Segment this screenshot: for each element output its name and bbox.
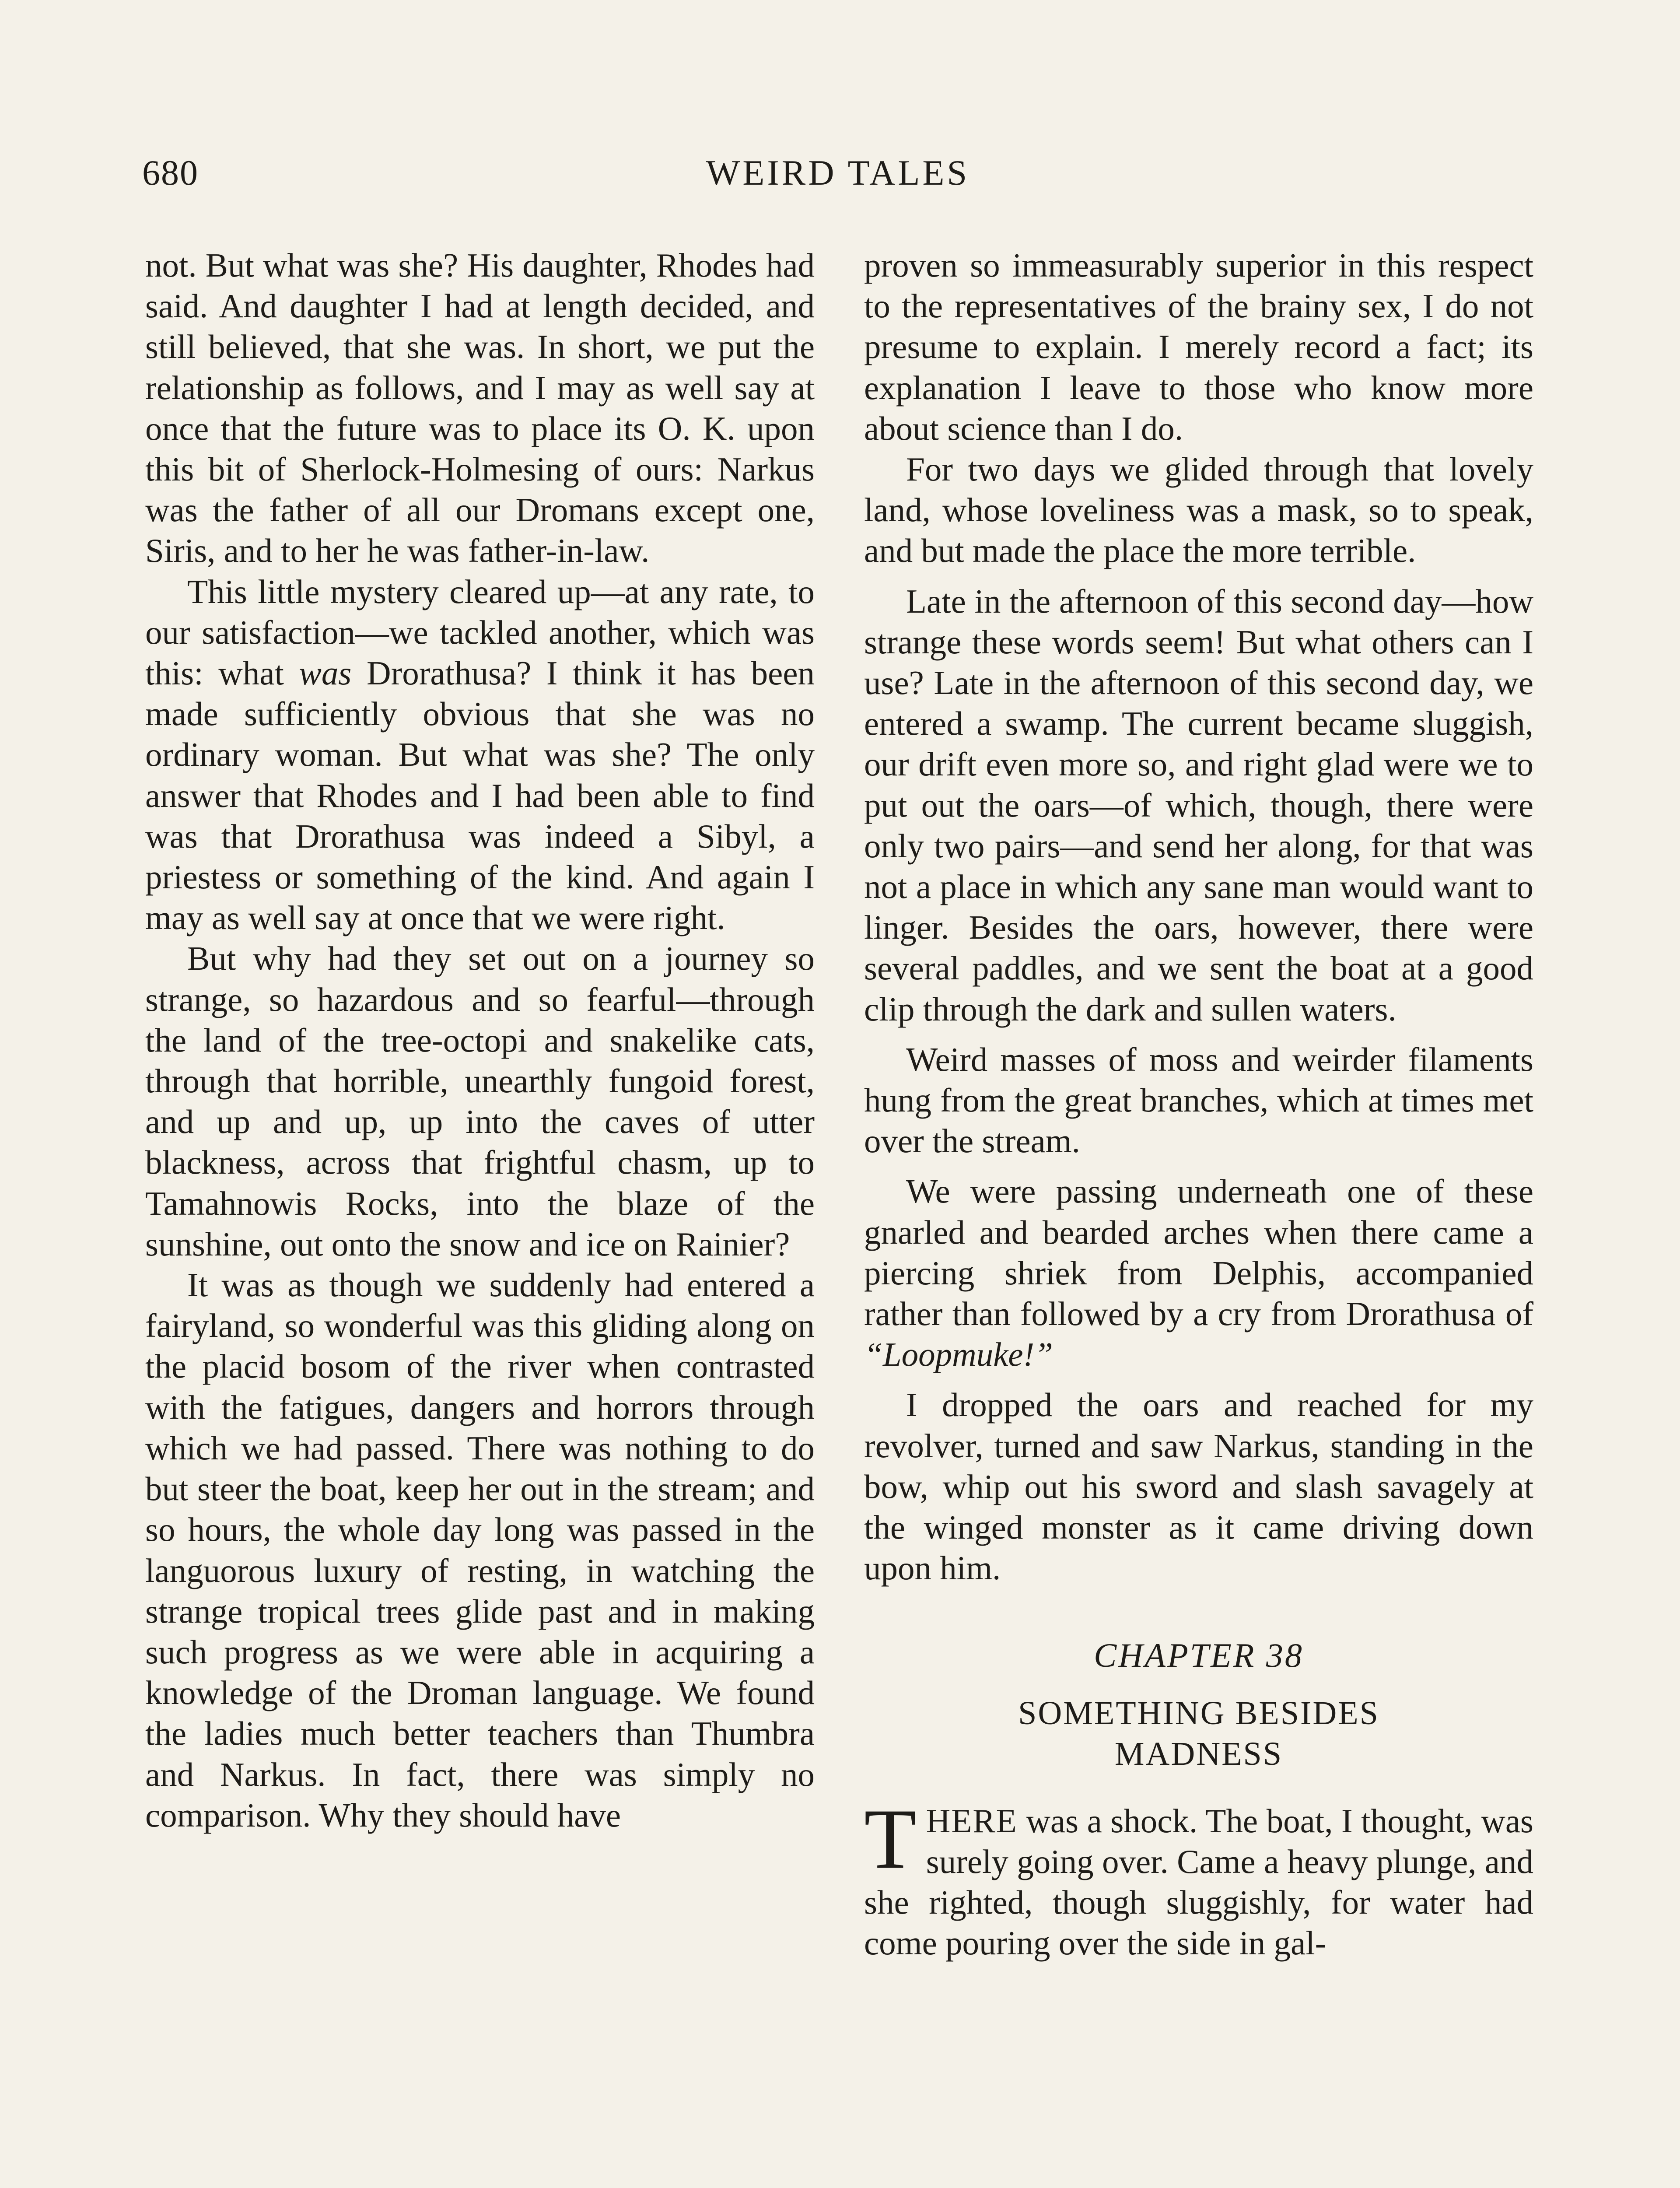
paragraph: proven so immeasurably superior in this respect to the representatives of the brainy sex, I do not presume to explain. I merely record a fact; its explanation I leave to those who know more about science than I do. [864, 246, 1533, 447]
emphasis: “Loopmuke!” [864, 1336, 1054, 1374]
left-column [145, 245, 815, 1836]
right-column [864, 245, 1533, 1964]
section-title [864, 1693, 1533, 1774]
small-caps-text: HERE [926, 1802, 1018, 1840]
paragraph: not. But what was she? His daughter, Rhodes had said. And daughter I had at length decided, and still believed, that she was. In short, we put the relationship as follows, and I may as well say at once that the future was to place its O. K. upon this bit of Sherlock-Holmesing of ours: Narkus was the father of all our Dromans except one, Siris, and to her he was father-in-law. [145, 246, 815, 570]
emphasis: was [299, 654, 352, 692]
paragraph: This little mystery cleared up—at any rate, to our satisfaction—we tackled another, which was this: what was Drorathusa? I think it has been made sufficiently obvious that she was no ordinary woman. But what was she? The only answer that Rhodes and I had been able to find was that Drorathusa was indeed a Sibyl, a priestess or something of the kind. And again I may as well say at once that we were right. [145, 572, 815, 937]
section-title-line: MADNESS [1114, 1735, 1283, 1772]
paragraph: I dropped the oars and reached for my revolver, turned and saw Narkus, standing in the bow, whip out his sword and slash savagely at the winged monster as it came driving down upon him. [864, 1386, 1533, 1587]
paragraph: Weird masses of moss and weirder filaments hung from the great branches, which at times met over the stream. [864, 1040, 1533, 1160]
chapter-opening-paragraph: THERE was a shock. The boat, I thought, was surely going over. Came a heavy plunge, and she righted, though sluggishly, for water had come pouring over the side in gal- [864, 1791, 1533, 1962]
paragraph: It was as though we suddenly had entered a fairyland, so wonderful was this gliding along on the placid bosom of the river when contrasted with the fatigues, dangers and horrors through which we had passed. There was nothing to do but steer the boat, keep her out in the stream; and so hours, the whole day long was passed in the languorous luxury of resting, in watching the strange tropical trees glide past and in making such progress as we were able in acquiring a knowledge of the Droman language. We found the ladies much better teachers than Thumbra and Narkus. In fact, there was simply no comparison. Why they should have [145, 1266, 815, 1834]
drop-cap: T [864, 1791, 917, 1886]
paragraph: Late in the afternoon of this second day—how strange these words seem! But what others can I use? Late in the afternoon of this second day, we entered a swamp. The current became sluggish, our drift even more so, and right glad were we to put out the oars—of which, though, there were only two pairs—and send her along, for that was not a place in which any sane man would want to linger. Besides the oars, however, there were several paddles, and we sent the boat at a good clip through the dark and sullen waters. [864, 582, 1533, 1028]
page-header [142, 152, 1533, 196]
paragraph: For two days we glided through that lovely land, whose loveliness was a mask, so to speak, and but made the place the more terrible. [864, 450, 1533, 570]
paragraph: We were passing underneath one of these gnarled and bearded arches when there came a piercing shriek from Delphis, accompanied rather than followed by a cry from Drorathusa of “Loopmuke!” [864, 1172, 1533, 1374]
page-number: 680 [142, 153, 199, 193]
section-title-line: SOMETHING BESIDES [1018, 1694, 1379, 1732]
chapter-heading: CHAPTER 38 [1094, 1636, 1304, 1674]
paragraph: But why had they set out on a journey so strange, so hazardous and so fearful—through the land of the tree-octopi and snakelike cats, through that horrible, unearthly fungoid forest, and up and up, up into the caves of utter blackness, across that frightful chasm, up to Tamahnowis Rocks, into the blaze of the sunshine, out onto the snow and ice on Rainier? [145, 940, 815, 1263]
running-title: WEIRD TALES [706, 153, 970, 193]
